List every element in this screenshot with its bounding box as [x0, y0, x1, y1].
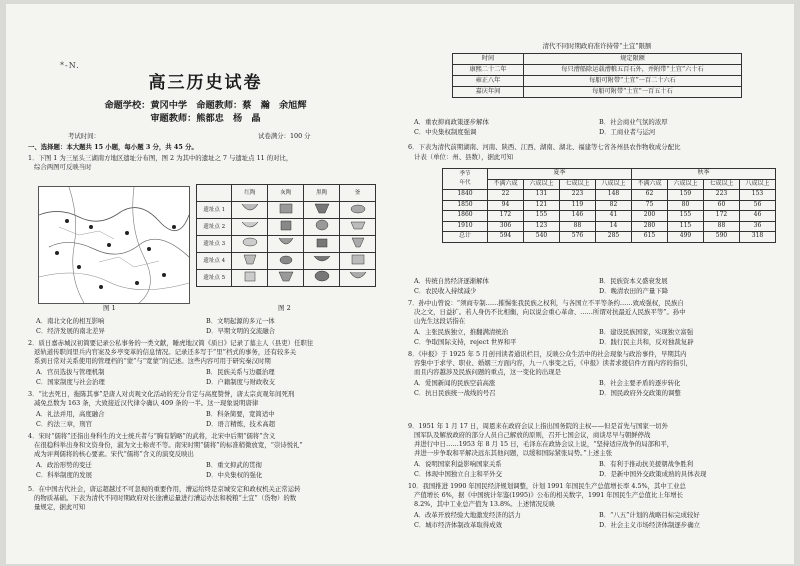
- q2-options: [36, 368, 376, 387]
- figure-2-pottery-table: [196, 184, 376, 302]
- q4-option-b[interactable]: B．重文抑武的贯彻: [206, 461, 262, 469]
- q8-line-3: 而且内容越涉及民族问题的重点，这一变化的出现是: [414, 368, 561, 376]
- q9-line-4: 并进一步争取和平解决远东其他问题，以缓和国际紧张局势。”上述主张: [414, 449, 613, 457]
- table2-cell: 88: [704, 221, 740, 232]
- q1-option-d[interactable]: D．早期文明的交流融合: [206, 326, 276, 335]
- table2-cell: 172: [488, 211, 524, 222]
- q8-option-d[interactable]: D．国民政府外交政策的调整: [599, 388, 681, 397]
- q10-line-2: 产值增长 6%，据《中国统计年鉴(1995)》公布的相关数字，1991 年国民生产总值比上年增长: [414, 491, 683, 499]
- table1-cell: 康熙二十二年: [453, 65, 524, 76]
- q4-option-a[interactable]: A．政治形势的变迁: [36, 461, 92, 469]
- table2-cell: 62: [632, 190, 668, 201]
- table2-cell: 119: [560, 200, 596, 211]
- table2-year: 1860: [443, 211, 488, 222]
- q8-option-a[interactable]: A．爱国新闻的民族空前高涨: [414, 379, 496, 387]
- q9-option-d[interactable]: D．是新中国外交政策成熟的具体表现: [599, 469, 707, 478]
- q6-line-2: 计表（单位：州、县数），据此可知: [414, 153, 514, 161]
- table2-cell: 223: [704, 190, 740, 201]
- fig2-col-4: 釜: [340, 185, 376, 202]
- q6-options: [414, 277, 784, 296]
- table2-row: [443, 221, 776, 232]
- table2-row: [443, 190, 776, 201]
- table2-row: [443, 211, 776, 222]
- q5-line-2: 的物质基础。下表为清代不同时期政府对长途漕运量进行漕运办法和税粮“土宜”（货物）的数: [34, 494, 297, 502]
- q5-line-3: 量规定，据此可知: [34, 503, 86, 511]
- q10-option-d[interactable]: D．社会主义市场经济体制逐步确立: [599, 520, 700, 529]
- q5-option-a[interactable]: A．重农抑商政策逐步解体: [414, 118, 489, 126]
- table2-sub: 不满六成: [632, 179, 668, 190]
- q3-option-a[interactable]: A．礼法并用，高度融合: [36, 410, 105, 418]
- table1-cell: 雍正八年: [453, 76, 524, 87]
- table2-cell: 318: [740, 232, 776, 243]
- table2-sub: 六成以上: [668, 179, 704, 190]
- table2-cell: 594: [488, 232, 524, 243]
- table1-cell: 嘉庆年间: [453, 87, 524, 98]
- q5-option-d[interactable]: D．工商业者与运河: [599, 127, 656, 136]
- table2-year: 总计: [443, 232, 488, 243]
- author-line: 命题学校：黄冈中学 命题教师：蔡 瀚 余旭辉: [104, 100, 307, 111]
- q8-option-c[interactable]: C．抗日民族统一战线的号召: [414, 388, 496, 397]
- q8-line-1: 8．《申报》于 1925 年 5 月创刊读者通讯栏目，反映公众生活中的社会现象与政治事件，早期其内: [408, 350, 687, 358]
- q1-options: [36, 317, 376, 336]
- q1-stem-2: 综合两图可反映当时: [34, 163, 92, 171]
- table2-row: [443, 232, 776, 243]
- q10-option-a[interactable]: A．改革开放经验大地激发经济的活力: [414, 511, 521, 519]
- q5-options: [414, 118, 784, 137]
- fig2-row-label: 遗址点 2: [197, 219, 232, 236]
- q5-option-b[interactable]: B．社会商业气氛的浓厚: [599, 118, 668, 126]
- table1-header-quota: 规定限额: [524, 54, 742, 65]
- q2-line-1: 2．质日嘉赤城汉初简要记录公私事务的一类文献，睡虎地汉简《质日》记录了墓主人（县吏）任职往: [28, 339, 314, 347]
- table2-corner: [443, 169, 488, 190]
- fig2-row-label: 遗址点 4: [197, 253, 232, 270]
- table2-sub: 七成以上: [560, 179, 596, 190]
- reviewer-line: 审题教师：熊都忠 杨 晶: [150, 113, 261, 124]
- q2-line-3: 系到日常对关系使用的管理档的“蒙”与“宽蒙”的记述。这些内容可用于研究秦汉时期: [34, 357, 271, 365]
- fig2-row-label: 遗址点 3: [197, 236, 232, 253]
- table2-cell: 155: [668, 211, 704, 222]
- exam-title: 高三历史试卷: [148, 73, 263, 93]
- q10-option-b[interactable]: B．“八五”计划的战略目标完成较好: [599, 511, 700, 519]
- table2-cell: 123: [524, 221, 560, 232]
- table2-cell: 88: [560, 221, 596, 232]
- table1-cell: 每只漕船除运载漕粮五百石外，并附带“土宜”六十石: [524, 65, 742, 76]
- map-drawing: [39, 187, 189, 303]
- table2-year: 1840: [443, 190, 488, 201]
- q7-option-a[interactable]: A．主张民族独立，推翻满清统治: [414, 328, 509, 336]
- q7-option-d[interactable]: D．践行民主共和，反对独裁复辟: [599, 337, 694, 346]
- table2-cell: 60: [704, 200, 740, 211]
- q3-option-c[interactable]: C．约法三章，刑官: [36, 419, 93, 428]
- table2-cell: 115: [668, 221, 704, 232]
- q10-line-1: 10．我国推进 1990 年国民经济规划调整，计划 1991 年国民生产总值增长率 4.5%，其中工业总: [408, 482, 686, 490]
- exam-sheet: [6, 4, 794, 564]
- figure-1-map: [38, 186, 190, 304]
- q3-options: [36, 410, 376, 429]
- table2-cell: 159: [668, 190, 704, 201]
- figure-2-caption: 图 2: [278, 304, 291, 312]
- q1-option-c[interactable]: C．经济发展的南北差异: [36, 326, 105, 335]
- q1-option-a[interactable]: A．南北文化的相互影响: [36, 317, 105, 325]
- q5-option-c[interactable]: C．中央集权制度强调: [414, 127, 477, 136]
- q4-line-2: 在很稳科举出身和文资身份，淑为文士称责不等。南宋时期“儒将”的标准稍微放宽，“崇诗悦礼”: [34, 441, 303, 449]
- table2-autumn: 秋季: [632, 169, 776, 180]
- table1-tribute-goods: [452, 53, 742, 98]
- q6-option-b[interactable]: B．民族资本义盛衰发展: [599, 277, 668, 285]
- q6-option-c[interactable]: C．农民收入持续减少: [414, 286, 477, 295]
- q6-option-a[interactable]: A．传统自然经济逐渐解体: [414, 277, 489, 285]
- q9-option-c[interactable]: C．体现中国独立自主和平外交: [414, 469, 502, 478]
- table2-cell: 590: [704, 232, 740, 243]
- q4-option-d[interactable]: D．中央集权的强化: [206, 470, 263, 479]
- table2-cell: 22: [488, 190, 524, 201]
- table2-year-label: 年代: [459, 180, 471, 186]
- q7-option-b[interactable]: B．建设民族国家，实现独立富强: [599, 328, 694, 336]
- q2-line-2: 返轨道传职间里兵内官案及乡亭变革的信息情况。记录还多写于“里”档式的事务，还有较多关: [34, 348, 297, 356]
- fig2-row-label: 遗址点 1: [197, 202, 232, 219]
- q2-option-b[interactable]: B．民族关系与边疆治理: [206, 368, 275, 376]
- fig2-col-2: 灰陶: [268, 185, 304, 202]
- table2-year: 1910: [443, 221, 488, 232]
- q2-option-a[interactable]: A．官员选拔与管理机制: [36, 368, 105, 376]
- table2-cell: 172: [704, 211, 740, 222]
- q2-option-d[interactable]: D．户籍制度与财政收支: [206, 377, 276, 386]
- full-score: 试卷满分：100 分: [258, 132, 311, 140]
- fig2-row-label: 遗址点 5: [197, 270, 232, 287]
- q7-line-1: 7．孙中山曾说：“须商专制……摧惕张我民族之权利，与各国立不平等条约……致成强权，民族自: [408, 299, 684, 307]
- table2-cell: 615: [632, 232, 668, 243]
- exam-time: 考试时间：: [68, 132, 100, 140]
- table2-sub: 不满六成: [488, 179, 524, 190]
- q9-line-1: 9．1951 年 1 月 17 日，周恩来在政府会议上指出国务院的主权——但是首先与国家一切外: [408, 422, 668, 430]
- table2-cell: 82: [596, 200, 632, 211]
- table2-cell: 131: [524, 190, 560, 201]
- table2-sub: 七成以上: [704, 179, 740, 190]
- fig2-col-0: [197, 185, 232, 202]
- table2-sub: 六成以上: [524, 179, 560, 190]
- fig2-col-1: 红陶: [232, 185, 268, 202]
- q6-option-d[interactable]: D．晚清农田的产量下降: [599, 286, 669, 295]
- q9-line-2: 国军队及解放政府的部分人员自己解放的原则，召开七国会议，商谈尽早与朝鲜停战: [414, 431, 651, 439]
- table2-cell: 146: [560, 211, 596, 222]
- q7-option-c[interactable]: C．争取国际支持，reject 世界和平: [414, 337, 517, 346]
- corner-mark: *-N.: [60, 61, 80, 70]
- section-heading: 一、选择题：本大题共 15 小题，每小题 3 分，共 45 分。: [28, 143, 198, 151]
- table1-cell: 每船可附带“土宜”一百五十石: [524, 87, 742, 98]
- table2-cell: 306: [488, 221, 524, 232]
- table2-cell: 280: [632, 221, 668, 232]
- table2-summer: 夏季: [488, 169, 632, 180]
- table2-cell: 46: [740, 211, 776, 222]
- q3-line-1: 3．“比去死日，拖陈其事”是唐人对贞观文化活动的充分肯定与高度赞誉，唐太宗贞观年间死刑: [28, 390, 295, 398]
- table2-cell: 94: [488, 200, 524, 211]
- table2-cell: 223: [560, 190, 596, 201]
- table2-cell: 56: [740, 200, 776, 211]
- table2-cell: 75: [632, 200, 668, 211]
- table2-cell: 499: [668, 232, 704, 243]
- q10-options: [414, 511, 784, 530]
- q7-options: [414, 328, 784, 347]
- table2-cell: 155: [524, 211, 560, 222]
- q3-option-b[interactable]: B．科条简要，宽简适中: [206, 410, 275, 418]
- q3-line-2: 减免总数为 163 条，大致接近汉代律令确认 409 条的一半。这一现象说明唐律: [34, 399, 259, 407]
- q8-option-b[interactable]: B．社会主要矛盾的逐步转化: [599, 379, 681, 387]
- table1-cell: 每船可附带“土宜”一百二十六石: [524, 76, 742, 87]
- q9-option-b[interactable]: B．有利于推动抗美援朝战争胜利: [599, 460, 694, 468]
- q4-options: [36, 461, 376, 480]
- q4-line-3: 成为评判儒将的核心要素。宋代“儒将”含义的演变反映出: [34, 450, 194, 458]
- q4-line-1: 4．宋时“儒将”还指出身科生的文士统兵者与“胸有韬略”的武将，北宋中后期“儒将”含义: [28, 432, 276, 440]
- table2-cell: 41: [596, 211, 632, 222]
- table2-cell: 576: [560, 232, 596, 243]
- table2-row: [443, 200, 776, 211]
- table2-harvest: [442, 168, 776, 243]
- table2-season-label: 季节: [459, 171, 471, 178]
- q1-option-b[interactable]: B．文明起源的多元一体: [206, 317, 275, 325]
- table1-title: 清代不同时期政府准许持带“土宜”限额: [542, 42, 652, 50]
- q9-option-a[interactable]: A．说明国家利益影响国家关系: [414, 460, 502, 468]
- q1-stem-1: 1．下图 1 为三星头三湖南方地区遗址分布图，图 2 为其中的遗址之 7 与遗址点 11 的对比，: [28, 154, 293, 162]
- table2-cell: 285: [596, 232, 632, 243]
- table2-sub: 八成以上: [740, 179, 776, 190]
- table2-cell: 540: [524, 232, 560, 243]
- table2-sub: 八成以上: [596, 179, 632, 190]
- q5-line-1: 5．在中国古代社会，唐运超越过不可忽视的重要作用，漕运给终是京城安定和政权机关正常运转: [28, 485, 301, 493]
- table2-body: [443, 190, 776, 243]
- q7-line-2: 决之文，日益扩。若人身仍不比相衡，向以说会重心革命、……所谓对抗最近人民族平等”。孙中: [414, 308, 686, 316]
- q10-option-c[interactable]: C．城市经济体制改革取得成效: [414, 520, 502, 529]
- table2-year: 1850: [443, 200, 488, 211]
- table1-header-time: 时间: [453, 54, 524, 65]
- fig2-col-3: 黑陶: [304, 185, 340, 202]
- q3-option-d[interactable]: D．语言精炼，技术高超: [206, 419, 276, 428]
- figure-1-caption: 图 1: [103, 304, 116, 312]
- q2-option-c[interactable]: C．国家制度与社会治理: [36, 377, 105, 386]
- table2-cell: 200: [632, 211, 668, 222]
- table2-cell: 80: [668, 200, 704, 211]
- table2-cell: 121: [524, 200, 560, 211]
- q7-line-3: 山先生这段话指在: [414, 317, 466, 325]
- q4-option-c[interactable]: C．科举制度的发展: [36, 470, 93, 479]
- q6-line-1: 6．下表为清代前期湖南、河南、陕西、江西、湖南、湖北、福建等七省各州县农作物收成分配比: [408, 143, 681, 151]
- q9-options: [414, 460, 784, 479]
- table2-cell: 14: [596, 221, 632, 232]
- table2-cell: 153: [740, 190, 776, 201]
- table2-cell: 148: [596, 190, 632, 201]
- q8-line-2: 容集中于求学、职业、婚姻三方面内容，九一八事变之后，《申报》读者求援信件方面内容的指引，: [414, 359, 692, 367]
- q10-line-3: 8.2%，其中工业总产值为 13.8%。上述情况反映: [414, 500, 555, 508]
- q8-options: [414, 379, 784, 398]
- q9-line-3: 并进行中日……1953 年 8 月 15 日，毛泽东在政协会议上说，“坚持适应战争的局部和平，: [414, 440, 674, 448]
- table2-cell: 36: [740, 221, 776, 232]
